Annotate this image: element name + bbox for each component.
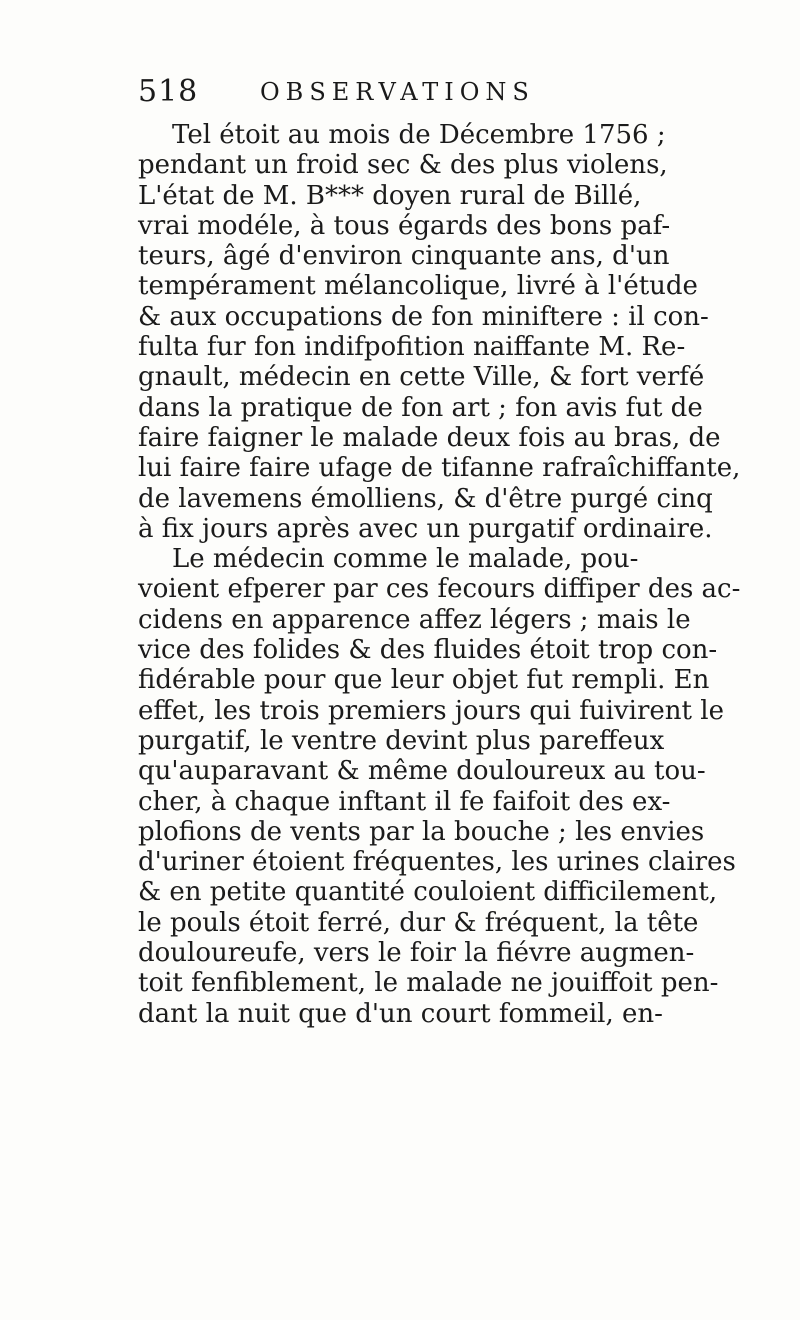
text-line: dant la nuit que d'un court fommeil, en- — [138, 998, 663, 1029]
text-line: purgatif, le ventre devint plus pareffeux — [138, 725, 665, 756]
text-line: & en petite quantité couloient difficilement, — [138, 877, 718, 908]
text-line: douloureufe, vers le foir la fiévre augmen- — [138, 938, 695, 969]
text-line: vrai modéle, à tous égards des bons paf- — [138, 210, 671, 241]
text-line: qu'auparavant & même douloureux au tou- — [138, 756, 706, 787]
text-line: vice des folides & des fluides étoit trop con- — [138, 635, 718, 666]
text-line: cher, à chaque inftant il fe faifoit des ex- — [138, 786, 671, 817]
text-line: d'uriner étoient fréquentes, les urines claires — [138, 847, 736, 878]
body-text — [138, 120, 741, 1029]
text-line: fidérable pour que leur objet fut rempli. En — [138, 665, 710, 696]
text-line: gnault, médecin en cette Ville, & fort verfé — [138, 362, 705, 393]
text-line: & aux occupations de fon miniftere : il con- — [138, 301, 709, 332]
text-line: effet, les trois premiers jours qui fuivirent le — [138, 695, 724, 726]
text-line: L'état de M. B*** doyen rural de Billé, — [138, 180, 642, 211]
text-line: lui faire faire ufage de tifanne rafraîchiffante, — [138, 453, 741, 484]
text-line: teurs, âgé d'environ cinquante ans, d'un — [138, 241, 670, 272]
running-title: OBSERVATIONS — [260, 78, 535, 106]
text-line: pendant un froid sec & des plus violens, — [138, 150, 668, 181]
page-header — [138, 74, 658, 114]
text-line: dans la pratique de fon art ; fon avis fut de — [138, 392, 703, 423]
text-line: tempérament mélancolique, livré à l'étude — [138, 271, 698, 302]
text-line: Tel étoit au mois de Décembre 1756 ; — [172, 120, 666, 150]
text-line: le pouls étoit ferré, dur & fréquent, la tête — [138, 907, 699, 938]
page-number: 518 — [138, 74, 199, 109]
text-line: voient efperer par ces fecours diffiper des ac- — [138, 574, 741, 605]
text-line: cidens en apparence affez légers ; mais le — [138, 604, 691, 635]
text-line: fulta fur fon indifpofition naiffante M. Re- — [138, 332, 686, 363]
text-line: faire faigner le malade deux fois au bras, de — [138, 422, 721, 453]
text-line: plofions de vents par la bouche ; les envies — [138, 816, 705, 847]
text-line: à fix jours après avec un purgatif ordinaire. — [138, 513, 713, 544]
text-line: toit fenfiblement, le malade ne jouiffoit pen- — [138, 968, 719, 999]
text-line: de lavemens émolliens, & d'être purgé cinq — [138, 483, 713, 514]
text-line: Le médecin comme le malade, pou- — [172, 544, 639, 575]
